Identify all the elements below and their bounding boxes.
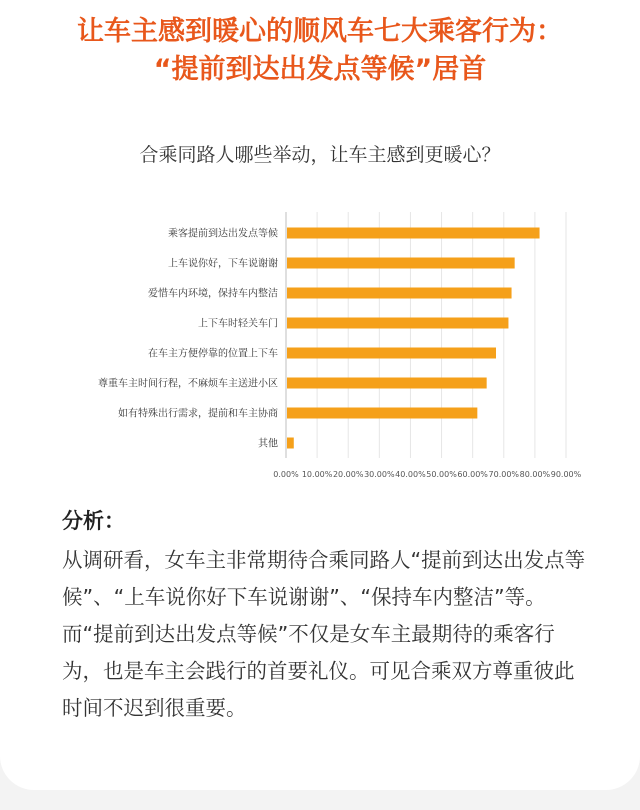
- category-label: 爱惜车内环境，保持车内整洁: [148, 288, 278, 300]
- x-tick-label: 40.00%: [395, 470, 426, 479]
- bar: [287, 258, 515, 269]
- bar: [287, 438, 294, 449]
- x-tick-label: 10.00%: [301, 470, 333, 479]
- headline-line-1: 让车主感到暖心的顺风车七大乘客行为：: [77, 16, 563, 47]
- category-label: 在车主方便停靠的位置上下车: [148, 348, 278, 360]
- bar-chart: [0, 200, 640, 480]
- chart-subtitle: 合乘同路人哪些举动，让车主感到更暖心？: [139, 144, 501, 166]
- bar: [287, 348, 496, 359]
- x-tick-label: 70.00%: [488, 470, 520, 479]
- analysis-title: 分析：: [62, 509, 125, 533]
- x-tick-label: 60.00%: [457, 470, 488, 479]
- x-tick-label: 30.00%: [364, 470, 395, 479]
- x-tick-label: 80.00%: [519, 470, 551, 479]
- headline-line-2: “提前到达出发点等候”居首: [153, 54, 487, 85]
- bar: [287, 378, 487, 389]
- x-tick-label: 90.00%: [550, 470, 582, 479]
- x-tick-label: 20.00%: [332, 470, 364, 479]
- bar: [287, 288, 512, 299]
- bar: [287, 228, 540, 239]
- category-label: 上车说你好，下车说谢谢: [168, 258, 278, 270]
- category-label: 其他: [258, 438, 278, 450]
- analysis-text: 从调研看，女车主非常期待合乘同路人“提前到达出发点等候”、“上车说你好下车说谢谢”、“保持车内整洁”等。而“提前到达出发点等候”不仅是女车主最期待的乘客行为，也是车主会践行的首要礼仪。可见合乘双方尊重彼此时间不迟到很重要。: [62, 548, 586, 720]
- bar: [287, 408, 477, 419]
- category-label: 尊重车主时间行程，不麻烦车主送进小区: [98, 378, 278, 390]
- x-tick-label: 50.00%: [426, 470, 457, 479]
- category-label: 上下车时轻关车门: [198, 318, 278, 330]
- category-label: 如有特殊出行需求，提前和车主协商: [118, 408, 278, 420]
- bar: [287, 318, 508, 329]
- x-tick-label: 0.00%: [273, 470, 299, 479]
- category-label: 乘客提前到达出发点等候: [168, 228, 278, 240]
